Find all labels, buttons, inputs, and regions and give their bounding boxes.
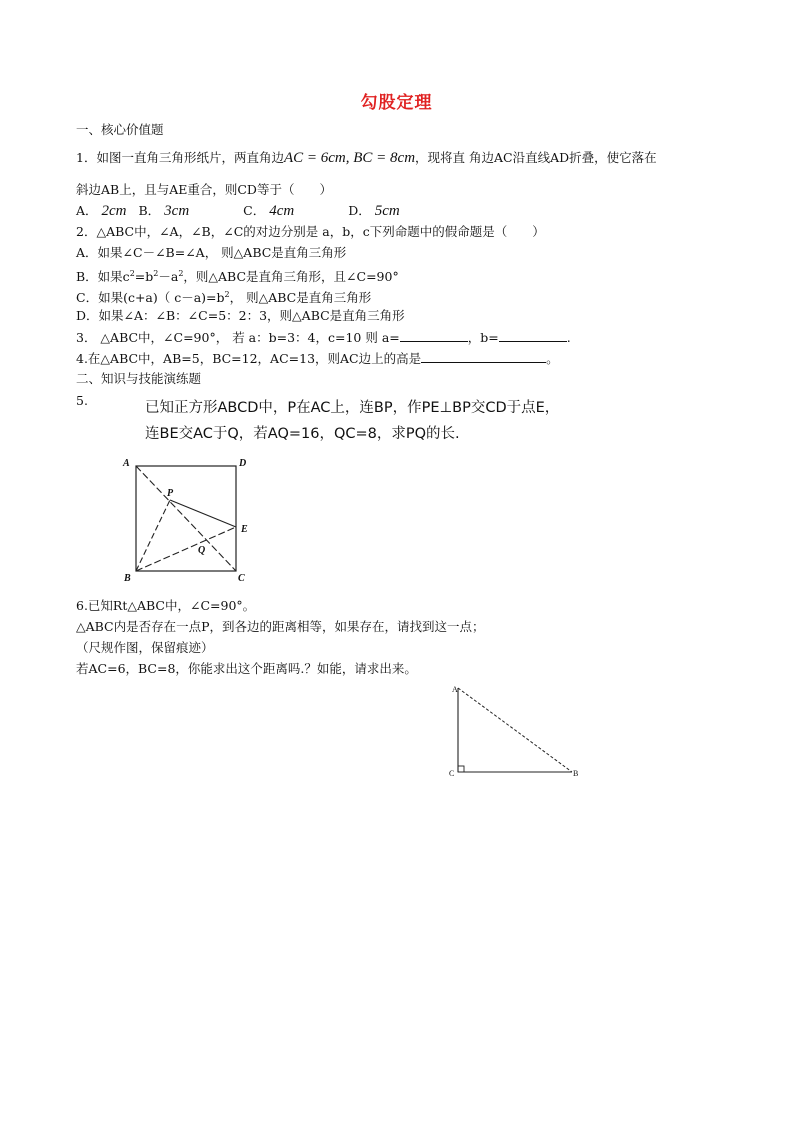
q2-b-exponent-1: 2 bbox=[129, 269, 135, 278]
q1-formula: AC = 6cm, BC = 8cm bbox=[283, 150, 416, 166]
section-heading-1: 一、核心价值题 bbox=[76, 122, 164, 137]
question-2-option-a: A．如果∠C－∠B=∠A， 则△ABC是直角三角形 bbox=[76, 245, 347, 260]
q1-option-d-letter: D． bbox=[348, 203, 371, 218]
q2-b-exponent-2: 2 bbox=[153, 269, 159, 278]
question-3 bbox=[76, 329, 571, 346]
question-5-line-1: 已知正方形ABCD中，P在AC上，连BP，作PE⊥BP交CD于点E， bbox=[145, 400, 560, 416]
q2-c-part-2: ， 则△ABC是直角三角形 bbox=[229, 290, 372, 306]
q1-option-a-letter: A． bbox=[76, 203, 98, 218]
q1-tail-1: ，现将直 角边AC沿直线AD折叠，使它落在 bbox=[415, 150, 657, 165]
segment-be bbox=[136, 527, 236, 571]
q2-b-part-2: =b bbox=[134, 269, 154, 285]
q2-b-part-1: B．如果c bbox=[76, 269, 130, 285]
right-angle-mark bbox=[458, 766, 464, 772]
q3-end: . bbox=[566, 330, 571, 345]
question-5-line-2: 连BE交AC于Q，若AQ=16，QC=8，求PQ的长. bbox=[145, 426, 460, 442]
q2-b-part-4: ，则△ABC是直角三角形，且∠C=90° bbox=[183, 269, 399, 285]
question-1-options bbox=[76, 203, 400, 219]
q3-mid: ，b= bbox=[467, 330, 499, 345]
q1-option-b-letter: B． bbox=[138, 203, 161, 218]
question-6-line-4: 若AC=6，BC=8，你能求出这个距离吗.？如能，请求出来。 bbox=[76, 661, 417, 676]
label-d: D bbox=[239, 458, 247, 469]
right-triangle-figure bbox=[446, 680, 586, 780]
q3-blank-b[interactable] bbox=[499, 329, 567, 342]
label-a: A bbox=[452, 685, 458, 694]
label-e: E bbox=[241, 524, 248, 535]
question-4 bbox=[76, 350, 559, 367]
label-a: A bbox=[123, 458, 130, 469]
question-2-option-b bbox=[76, 266, 399, 285]
question-6-line-3: （尺规作图，保留痕迹） bbox=[76, 640, 214, 655]
q1-option-d-value: 5cm bbox=[374, 203, 400, 219]
label-p: P bbox=[167, 488, 174, 499]
question-5-number: 5. bbox=[76, 393, 88, 408]
question-6-line-1: 6.已知Rt△ABC中，∠C=90°。 bbox=[76, 598, 256, 613]
q1-option-c-value: 4cm bbox=[269, 203, 295, 219]
question-6-line-2: △ABC内是否存在一点P，到各边的距离相等，如果存在，请找到这一点； bbox=[76, 619, 485, 634]
hypotenuse-ab bbox=[458, 688, 572, 772]
q1-option-a-value: 2cm bbox=[101, 203, 127, 219]
label-c: C bbox=[238, 573, 245, 584]
q2-c-exponent: 2 bbox=[224, 290, 230, 299]
q4-end: 。 bbox=[546, 351, 559, 366]
question-1-line-1 bbox=[76, 150, 657, 166]
q4-text: 4.在△ABC中，AB=5，BC=12，AC=13，则AC边上的高是 bbox=[76, 351, 422, 366]
section-heading-2: 二、知识与技能演练题 bbox=[76, 371, 202, 386]
label-q: Q bbox=[198, 545, 206, 556]
q3-blank-a[interactable] bbox=[400, 329, 468, 342]
q4-blank[interactable] bbox=[421, 350, 546, 363]
question-2-stem: 2．△ABC中，∠A，∠B，∠C的对边分别是 a，b，c下列命题中的假命题是（ ） bbox=[76, 224, 545, 239]
question-1-line-2: 斜边AB上，且与AE重合，则CD等于（ ） bbox=[76, 182, 332, 197]
segment-bp bbox=[136, 500, 170, 571]
question-2-option-d: D．如果∠A：∠B：∠C=5：2：3，则△ABC是直角三角形 bbox=[76, 308, 405, 323]
q2-b-exponent-3: 2 bbox=[178, 269, 184, 278]
page-title: 勾股定理 bbox=[360, 93, 433, 113]
label-b: B bbox=[573, 769, 579, 778]
q1-option-b-value: 3cm bbox=[164, 203, 190, 219]
q2-c-part-1: C．如果(c+a)（ c－a)=b bbox=[76, 290, 225, 306]
q1-option-c-letter: C． bbox=[243, 203, 266, 218]
q1-lead: 1．如图一直角三角形纸片，两直角边 bbox=[76, 150, 284, 165]
q2-b-part-3: －a bbox=[158, 269, 179, 285]
label-c: C bbox=[449, 769, 455, 778]
label-b: B bbox=[124, 573, 131, 584]
segment-pe bbox=[170, 500, 236, 527]
square-abcd-figure bbox=[118, 452, 258, 587]
question-2-option-c bbox=[76, 287, 371, 306]
diagonal-ac bbox=[136, 466, 236, 571]
q3-text: 3． △ABC中，∠C=90°， 若 a：b=3：4，c=10 则 a= bbox=[76, 330, 400, 345]
